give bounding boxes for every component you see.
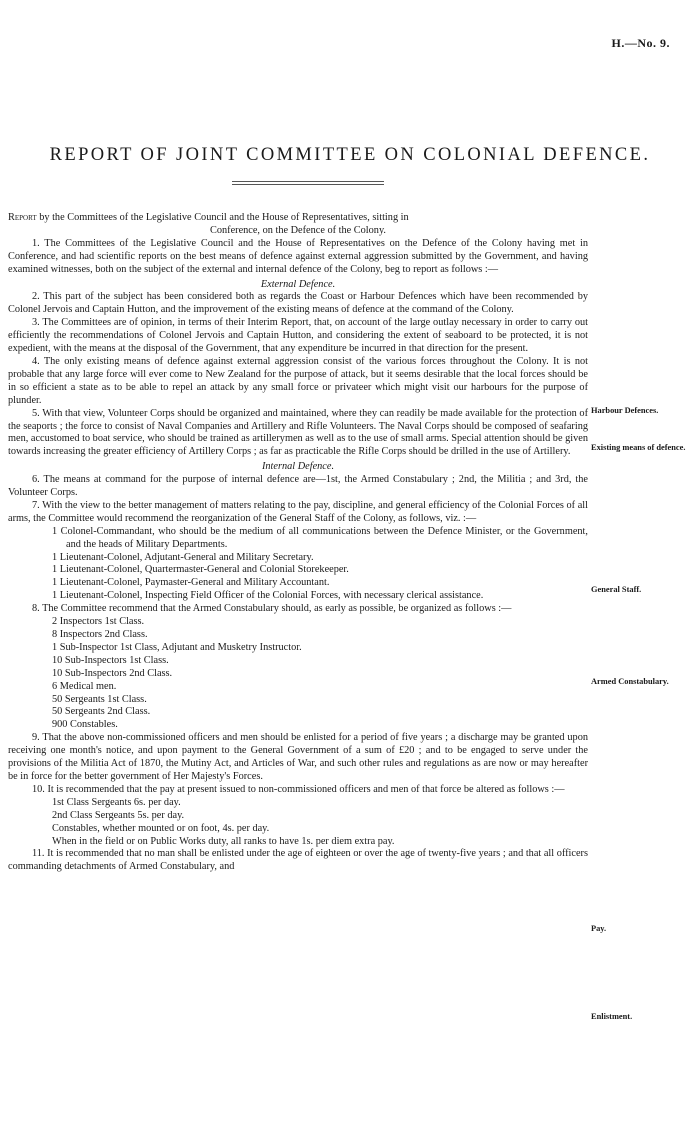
- paragraph-10: 10. It is recommended that the pay at present issued to non-commissioned officers and men of that force be altered as follows :—: [32, 783, 565, 795]
- general-staff-list: [8, 526, 588, 603]
- paragraph-4: 4. The only existing means of defence against external aggression consist of the various forces throughout the Colony. It is not probable that any large force will ever come to New Zealand for the purpose of attack, but it seems desirable that the local forces should be in so efficient a state as to be able to repel an attack by any small force or privateer which might visit our harbours for the purpose of plunder.: [8, 355, 588, 406]
- list-item: 8 Inspectors 2nd Class.: [52, 629, 148, 640]
- heading-internal-defence: Internal Defence.: [261, 461, 335, 473]
- page-title: REPORT OF JOINT COMMITTEE ON COLONIAL DEFENCE.: [49, 145, 651, 165]
- list-item: 2nd Class Sergeants 5s. per day.: [52, 809, 185, 821]
- list-item: 10 Sub-Inspectors 1st Class.: [52, 654, 169, 666]
- intro-lead: Report: [8, 212, 37, 223]
- paragraph-9: 9. That the above non-commissioned officers and men should be enlisted for a period of five years ; a discharge may be granted upon receiving one month's notice, and upon payment to the General Government of a sum of £20 ; and to be engaged to serve under the provisions of the Militia Act of 1870, the Mutiny Act, and Articles of War, and such other rules and regulations as are now or may hereafter be in force for the better government of Her Majesty's Forces.: [8, 732, 588, 782]
- intro-text: by the Committees of the Legislative Council and the House of Representatives, sitting in: [36, 212, 409, 223]
- list-item: 1 Sub-Inspector 1st Class, Adjutant and Musketry Instructor.: [52, 641, 302, 653]
- list-item: 1 Lieutenant-Colonel, Paymaster-General and Military Accountant.: [52, 577, 330, 589]
- list-item: 1 Lieutenant-Colonel, Inspecting Field Officer of the Colonial Forces, with necessary clerical assistance.: [52, 590, 484, 602]
- list-item: Constables, whether mounted or on foot, 4s. per day.: [52, 822, 270, 834]
- list-item: 2 Inspectors 1st Class.: [52, 616, 145, 628]
- list-item: 1 Lieutenant-Colonel, Adjutant-General and Military Secretary.: [52, 551, 314, 563]
- paragraph-8: 8. The Committee recommend that the Armed Constabulary should, as early as possible, be organized as follows :—: [32, 603, 512, 615]
- list-item: 6 Medical men.: [52, 680, 117, 692]
- title-divider: [232, 181, 384, 185]
- constabulary-list: [8, 616, 588, 732]
- list-item: 50 Sergeants 1st Class.: [52, 693, 147, 705]
- paragraph-3: 3. The Committees are of opinion, in terms of their Interim Report, that, on account of the large outlay necessary in order to carry out efficiently the recommendations of Colonel Jervois and Captain Hutton, and considering the extent of seaboard to be protected, it is not expedient, with the means at the disposal of the Government, that any expenditure be incurred in that direction for the present.: [8, 317, 588, 355]
- document-reference: H.—No. 9.: [611, 36, 670, 50]
- list-item: When in the field or on Public Works duty, all ranks to have 1s. per diem extra pay.: [52, 835, 395, 847]
- sidenote-general-staff: General Staff.: [591, 585, 642, 594]
- pay-list: [8, 797, 588, 849]
- list-item: 10 Sub-Inspectors 2nd Class.: [52, 667, 173, 679]
- paragraph-5: 5. With that view, Volunteer Corps should be organized and maintained, where they can readily be made available for the protection of the seaports ; the force to consist of Naval Companies and Artillery and Rifle Volunteers. The Naval Corps should be composed of seafaring men, accustomed to boat service, who should be trained as artillerymen as well as to the use of small arms. Special attention should be given towards increasing the greater efficiency of Artillery Corps ; as far as practicable the Rifle Corps should be drilled in the use of Artillery.: [8, 407, 588, 458]
- list-item: 1st Class Sergeants 6s. per day.: [52, 796, 181, 808]
- paragraph-11: 11. It is recommended that no man shall be enlisted under the age of eighteen or over the age of twenty-five years ; and that all officers commanding detachments of Armed Constabulary, and: [8, 848, 588, 873]
- sidenote-armed-constabulary: Armed Constabulary.: [591, 677, 669, 686]
- paragraph-2: 2. This part of the subject has been considered both as regards the Coast or Harbour Defences which have been recommended by Colonel Jervois and Captain Hutton, and the improvement of the existing means of defence at the command of the Colony.: [8, 291, 588, 316]
- heading-external-defence: External Defence.: [260, 278, 336, 290]
- sidenote-existing-means: Existing means of defence.: [591, 443, 686, 452]
- list-item: 1 Lieutenant-Colonel, Quartermaster-General and Colonial Storekeeper.: [52, 564, 349, 576]
- sidenote-enlistment: Enlistment.: [591, 1012, 633, 1021]
- list-item: 900 Constables.: [52, 719, 118, 731]
- paragraph-1: 1. The Committees of the Legislative Council and the House of Representatives on the Defence of the Colony having met in Conference, and had scientific reports on the best means of defence against external aggression submitted by the Government, and having examined witnesses, both on the subject of the external and internal defence of the Colony, beg to report as follows :—: [8, 237, 588, 275]
- intro-line: [8, 212, 588, 225]
- intro-line-2: Conference, on the Defence of the Colony.: [209, 224, 387, 236]
- list-item: 1 Colonel-Commandant, who should be the medium of all communications between the Defence Minister, or the Government, and the heads of Military Departments.: [52, 525, 588, 550]
- sidenote-harbour-defences: Harbour Defences.: [591, 406, 659, 415]
- paragraph-6: 6. The means at command for the purpose of internal defence are—1st, the Armed Constabulary ; 2nd, the Militia ; and 3rd, the Volunteer Corps.: [8, 474, 588, 499]
- sidenote-pay: Pay.: [591, 924, 607, 933]
- paragraph-7: 7. With the view to the better management of matters relating to the pay, discipline, and general efficiency of the Colonial Forces of all arms, the Committee would recommend the reorganization of the General Staff of the Colony, as follows, viz. :—: [8, 499, 588, 524]
- list-item: 50 Sergeants 2nd Class.: [52, 706, 151, 718]
- report-body: [8, 212, 588, 874]
